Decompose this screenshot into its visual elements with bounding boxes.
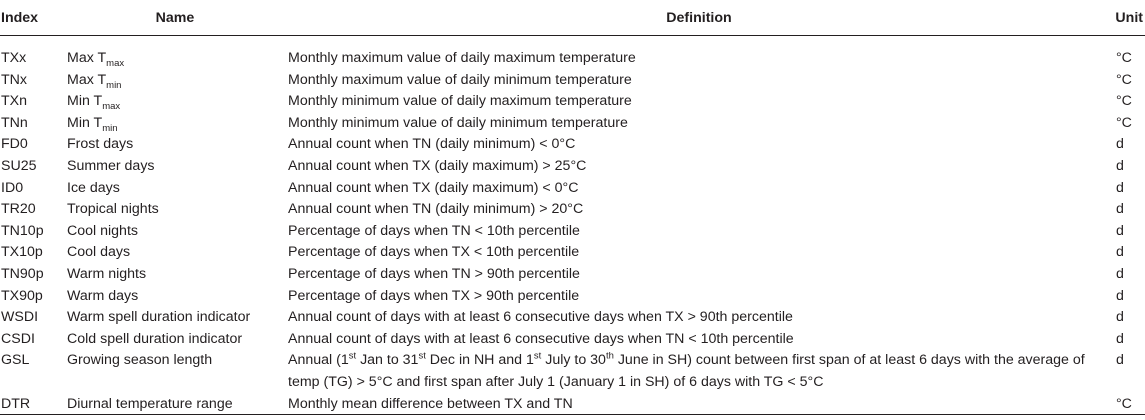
index-cell: DTR — [1, 395, 31, 412]
index-cell: TXx — [1, 50, 27, 66]
table-bottom-rule — [0, 414, 1145, 415]
definition-cell: Annual count of days with at least 6 consecutive days when TX > 90th percentile — [288, 309, 793, 326]
definition-cell: Annual count when TX (daily maximum) < 0°C — [288, 179, 579, 196]
table-row — [0, 70, 1145, 92]
header-definition: Definition — [284, 0, 1114, 36]
name-cell — [66, 70, 284, 92]
table-row — [0, 329, 1145, 351]
table-row — [0, 242, 1145, 264]
unit-cell: °C — [1116, 395, 1132, 412]
name-subscript: max — [102, 101, 121, 113]
table-row — [0, 264, 1145, 286]
definition-cell: Percentage of days when TN > 90th percentile — [288, 265, 580, 282]
definition-cell — [284, 350, 1114, 393]
name-cell — [66, 36, 284, 70]
name-cell: Warm spell duration indicator — [67, 309, 251, 326]
unit-cell: d — [1116, 309, 1124, 326]
table-row — [0, 350, 1145, 393]
gsl-text-5: June in SH) count between first span of at least 6 days with the average of temp (TG) > 5°C and first span after July 1 (January 1 in SH) of 6 days with TG < 5°C — [288, 352, 1085, 390]
unit-cell: d — [1116, 157, 1124, 174]
definition-cell: Monthly minimum value of daily maximum temperature — [288, 93, 632, 110]
unit-cell: d — [1116, 222, 1124, 239]
unit-cell: d — [1116, 287, 1124, 304]
definition-cell: Monthly mean difference between TX and TN — [288, 395, 573, 412]
table-row — [0, 113, 1145, 135]
index-cell: FD0 — [1, 136, 28, 153]
index-cell: TN90p — [1, 265, 44, 282]
ordinal-suffix: th — [605, 350, 614, 362]
header-name: Name — [66, 0, 284, 36]
definition-cell: Percentage of days when TN < 10th percentile — [288, 222, 580, 239]
name-cell: Frost days — [67, 136, 134, 153]
name-cell: Diurnal temperature range — [67, 395, 233, 412]
name-cell: Ice days — [67, 179, 120, 196]
name-subscript: min — [102, 122, 118, 134]
header-unit: Unit — [1114, 0, 1145, 36]
unit-cell: °C — [1116, 114, 1132, 131]
ordinal-suffix: st — [418, 350, 426, 362]
table-row — [0, 178, 1145, 200]
ordinal-suffix: st — [533, 350, 542, 362]
unit-cell: d — [1116, 244, 1124, 261]
name-cell: Cool nights — [67, 222, 138, 239]
table-row — [0, 36, 1145, 70]
name-subscript: max — [106, 57, 125, 69]
definition-cell: Percentage of days when TX < 10th percentile — [288, 244, 580, 261]
name-cell — [66, 91, 284, 113]
index-cell: TNn — [1, 114, 28, 131]
unit-cell: d — [1116, 201, 1124, 218]
definition-cell: Monthly maximum value of daily maximum temperature — [288, 50, 636, 66]
index-cell: CSDI — [1, 330, 35, 347]
index-cell: ID0 — [1, 179, 24, 196]
index-cell: TR20 — [1, 201, 36, 218]
name-text: Min T — [67, 114, 103, 131]
unit-cell: d — [1116, 352, 1124, 369]
index-cell: WSDI — [1, 309, 39, 326]
name-cell: Summer days — [67, 157, 155, 174]
gsl-text-1: Annual (1 — [288, 352, 349, 369]
table-row — [0, 156, 1145, 178]
name-text: Min T — [67, 93, 103, 110]
index-cell: TX90p — [1, 287, 43, 304]
table-row — [0, 221, 1145, 243]
index-cell: SU25 — [1, 157, 37, 174]
definition-cell: Annual count when TN (daily minimum) < 0°C — [288, 136, 576, 153]
unit-cell: d — [1116, 265, 1124, 282]
name-subscript: min — [106, 79, 122, 91]
definition-cell: Monthly minimum value of daily minimum temperature — [288, 114, 628, 131]
unit-cell: d — [1116, 330, 1124, 347]
definition-cell: Annual count when TX (daily maximum) > 25°C — [288, 157, 587, 174]
gsl-text-3: Dec in NH and 1 — [425, 352, 534, 369]
table-row — [0, 394, 1145, 420]
name-text: Max T — [67, 50, 107, 66]
definition-cell: Percentage of days when TX > 90th percentile — [288, 287, 580, 304]
index-cell: TN10p — [1, 222, 44, 239]
name-cell — [66, 113, 284, 135]
header-index: Index — [0, 0, 66, 36]
name-cell: Warm days — [67, 287, 139, 304]
definition-cell: Monthly maximum value of daily minimum temperature — [288, 71, 632, 88]
name-cell: Growing season length — [67, 352, 213, 369]
index-cell: GSL — [1, 352, 30, 369]
unit-cell: °C — [1116, 50, 1132, 66]
index-cell: TXn — [1, 93, 28, 110]
unit-cell: °C — [1116, 93, 1132, 110]
table-row — [0, 91, 1145, 113]
name-cell: Cool days — [67, 244, 131, 261]
table-row — [0, 199, 1145, 221]
name-cell: Cold spell duration indicator — [67, 330, 243, 347]
table-row — [0, 134, 1145, 156]
index-cell: TX10p — [1, 244, 43, 261]
unit-cell: d — [1116, 179, 1124, 196]
gsl-text-4: July to 30 — [541, 352, 606, 369]
name-cell: Tropical nights — [67, 201, 159, 218]
gsl-text-2: Jan to 31 — [356, 352, 419, 369]
name-text: Max T — [67, 71, 107, 88]
ordinal-suffix: st — [348, 350, 357, 362]
table-row — [0, 307, 1145, 329]
table-row — [0, 286, 1145, 308]
unit-cell: °C — [1116, 71, 1132, 88]
header-row — [0, 0, 1145, 36]
definition-cell: Annual count when TN (daily minimum) > 20°C — [288, 201, 584, 218]
definition-cell: Annual count of days with at least 6 consecutive days when TN < 10th percentile — [288, 330, 794, 347]
name-cell: Warm nights — [67, 265, 147, 282]
index-cell: TNx — [1, 71, 28, 88]
unit-cell: d — [1116, 136, 1124, 153]
